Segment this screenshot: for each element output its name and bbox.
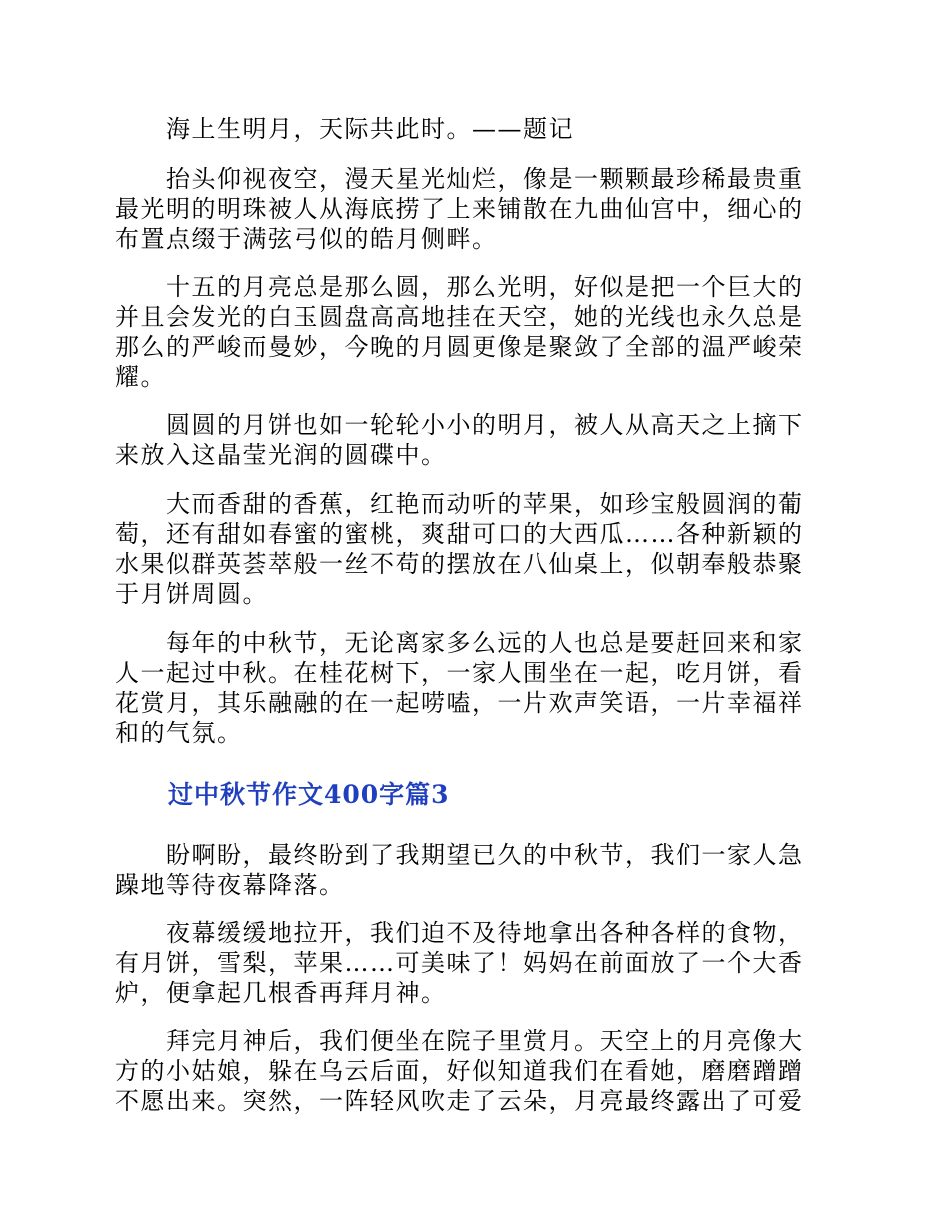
- paragraph-offerings: 夜幕缓缓地拉开，我们迫不及待地拿出各种各样的食物，有月饼，雪梨，苹果……可美味了！妈妈在前面放了一个大香炉，便拿起几根香再拜月神。: [115, 919, 804, 1007]
- paragraph-epigraph: 海上生明月，天际共此时。——题记: [115, 115, 574, 143]
- paragraph-waiting: 盼啊盼，最终盼到了我期望已久的中秋节，我们一家人急躁地等待夜幕降落。: [115, 841, 804, 899]
- section-heading: 过中秋节作文400字篇3: [168, 780, 450, 809]
- paragraph-full-moon: 十五的月亮总是那么圆，那么光明，好似是把一个巨大的并且会发光的白玉圆盘高高地挂在天空，她的光线也永久总是那么的严峻而曼妙，今晚的月圆更像是聚敛了全部的温严峻荣耀。: [115, 273, 804, 391]
- paragraph-night-sky: 抬头仰视夜空，漫天星光灿烂，像是一颗颗最珍稀最贵重最光明的明珠被人从海底捞了上来铺散在九曲仙宫中，细心的布置点缀于满弦弓似的皓月侧畔。: [115, 165, 804, 253]
- paragraph-mooncake: 圆圆的月饼也如一轮轮小小的明月，被人从高天之上摘下来放入这晶莹光润的圆碟中。: [115, 411, 804, 469]
- paragraph-family-reunion: 每年的中秋节，无论离家多么远的人也总是要赶回来和家人一起过中秋。在桂花树下，一家人围坐在一起，吃月饼，看花赏月，其乐融融的在一起唠嗑，一片欢声笑语，一片幸福祥和的气氛。: [115, 629, 804, 747]
- paragraph-fruits: 大而香甜的香蕉，红艳而动听的苹果，如珍宝般圆润的葡萄，还有甜如春蜜的蜜桃，爽甜可口的大西瓜……各种新颖的水果似群英荟萃般一丝不苟的摆放在八仙桌上，似朝奉般恭聚于月饼周圆。: [115, 490, 804, 608]
- paragraph-moon-viewing: 拜完月神后，我们便坐在院子里赏月。天空上的月亮像大方的小姑娘，躲在乌云后面，好似知道我们在看她，磨磨蹭蹭不愿出来。突然，一阵轻风吹走了云朵，月亮最终露出了可爱: [115, 1027, 804, 1115]
